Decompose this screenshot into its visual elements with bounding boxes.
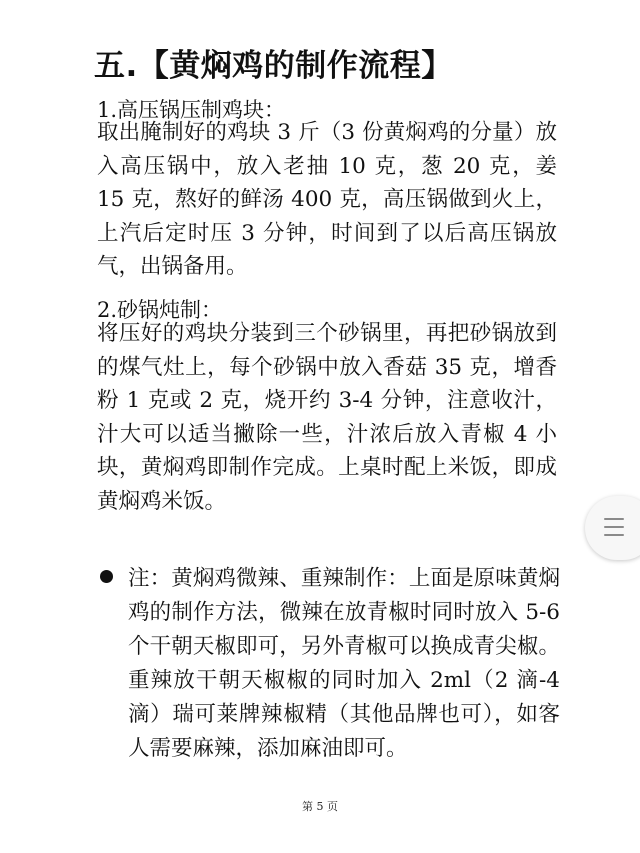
- page-title: 五.【黄焖鸡的制作流程】: [94, 48, 453, 84]
- page-number: 第 5 页: [302, 800, 338, 813]
- section-1-heading: 1.高压锅压制鸡块：: [97, 98, 286, 122]
- menu-bar: [604, 534, 624, 536]
- menu-icon[interactable]: [585, 496, 640, 560]
- section-2-body: 将压好的鸡块分装到三个砂锅里，再把砂锅放到的煤气灶上，每个砂锅中放入香菇 35 克，增香粉 1 克或 2 克，烧开约 3-4 分钟，注意收汁，汁大可以适当撇除一些，汁浓后放入青椒 4 小块，黄焖鸡即制作完成。上桌时配上米饭，即成黄焖鸡米饭。: [97, 321, 557, 514]
- menu-bar: [604, 518, 624, 520]
- menu-bar: [604, 526, 624, 528]
- bullet-icon: [100, 570, 113, 583]
- section-2-heading: 2.砂锅炖制：: [97, 298, 223, 322]
- note-paragraph: 注：黄焖鸡微辣、重辣制作：上面是原味黄焖鸡的制作方法，微辣在放青椒时同时放入 5-6 个干朝天椒即可，另外青椒可以换成青尖椒。重辣放干朝天椒椒的同时加入 2ml（2 滴-4 滴）瑞可莱牌辣椒精（其他品牌也可），如客人需要麻辣，添加麻油即可。: [128, 566, 560, 761]
- section-1-body: 取出腌制好的鸡块 3 斤（3 份黄焖鸡的分量）放入高压锅中，放入老抽 10 克，葱 20 克，姜 15 克，熬好的鲜汤 400 克，高压锅做到火上，上汽后定时压 3 分钟，时间到了以后高压锅放气，出锅备用。: [97, 120, 557, 279]
